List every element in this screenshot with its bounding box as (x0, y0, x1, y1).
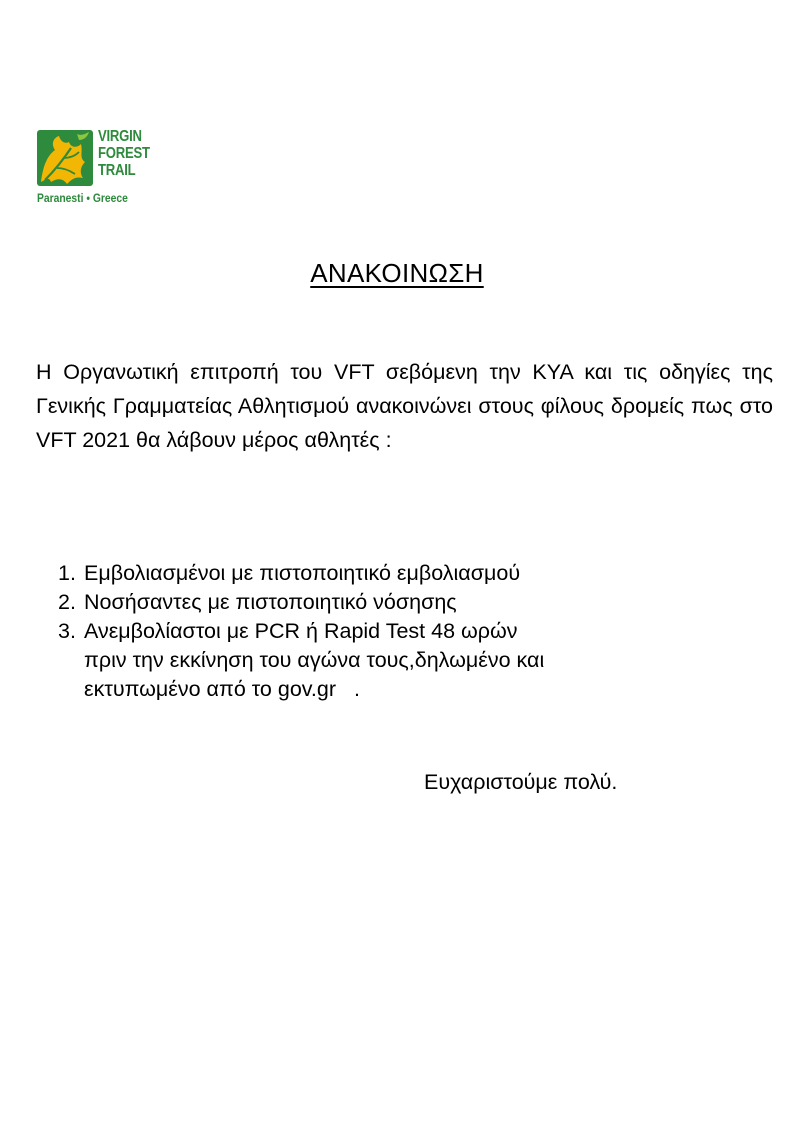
list-item-continuation (58, 675, 738, 704)
oak-leaf-icon (37, 130, 93, 186)
logo-tagline: Paranesti • Greece (37, 191, 128, 205)
logo-line: FOREST (98, 145, 150, 162)
list-item (58, 559, 738, 588)
logo-wordmark (98, 128, 150, 179)
list-item-number: 3. (58, 619, 76, 643)
logo (37, 128, 161, 208)
requirements-list (58, 559, 738, 704)
list-item-text: Ανεμβολίαστοι με PCR ή Rapid Test 48 ωρών (84, 619, 518, 643)
list-item-text: πριν την εκκίνηση του αγώνα τους,δηλωμένο και (84, 648, 545, 672)
list-item-text: Νοσήσαντες με πιστοποιητικό νόσησης (84, 590, 457, 614)
list-item-number: 1. (58, 561, 76, 585)
list-item-text: Εμβολιασμένοι με πιστοποιητικό εμβολιασμού (84, 561, 521, 585)
document-title: ΑΝΑΚΟΙΝΩΣΗ (310, 258, 484, 288)
list-item-number: 2. (58, 590, 76, 614)
list-item (58, 617, 738, 646)
list-item-text: εκτυπωμένο από το gov.gr . (84, 677, 360, 701)
intro-paragraph: Η Οργανωτική επιτροπή του VFT σεβόμενη την ΚΥΑ και τις οδηγίες της Γενικής Γραμματείας Αθλητισμού ανακοινώνει στους φίλους δρομείς πως στο VFT 2021 θα λάβουν μέρος αθλητές : (36, 360, 773, 452)
logo-line: TRAIL (98, 162, 136, 179)
list-item-continuation (58, 646, 738, 675)
closing-text: Ευχαριστούμε πολύ. (424, 770, 618, 794)
logo-line: VIRGIN (98, 128, 142, 145)
document-title-container (0, 258, 794, 289)
list-item (58, 588, 738, 617)
